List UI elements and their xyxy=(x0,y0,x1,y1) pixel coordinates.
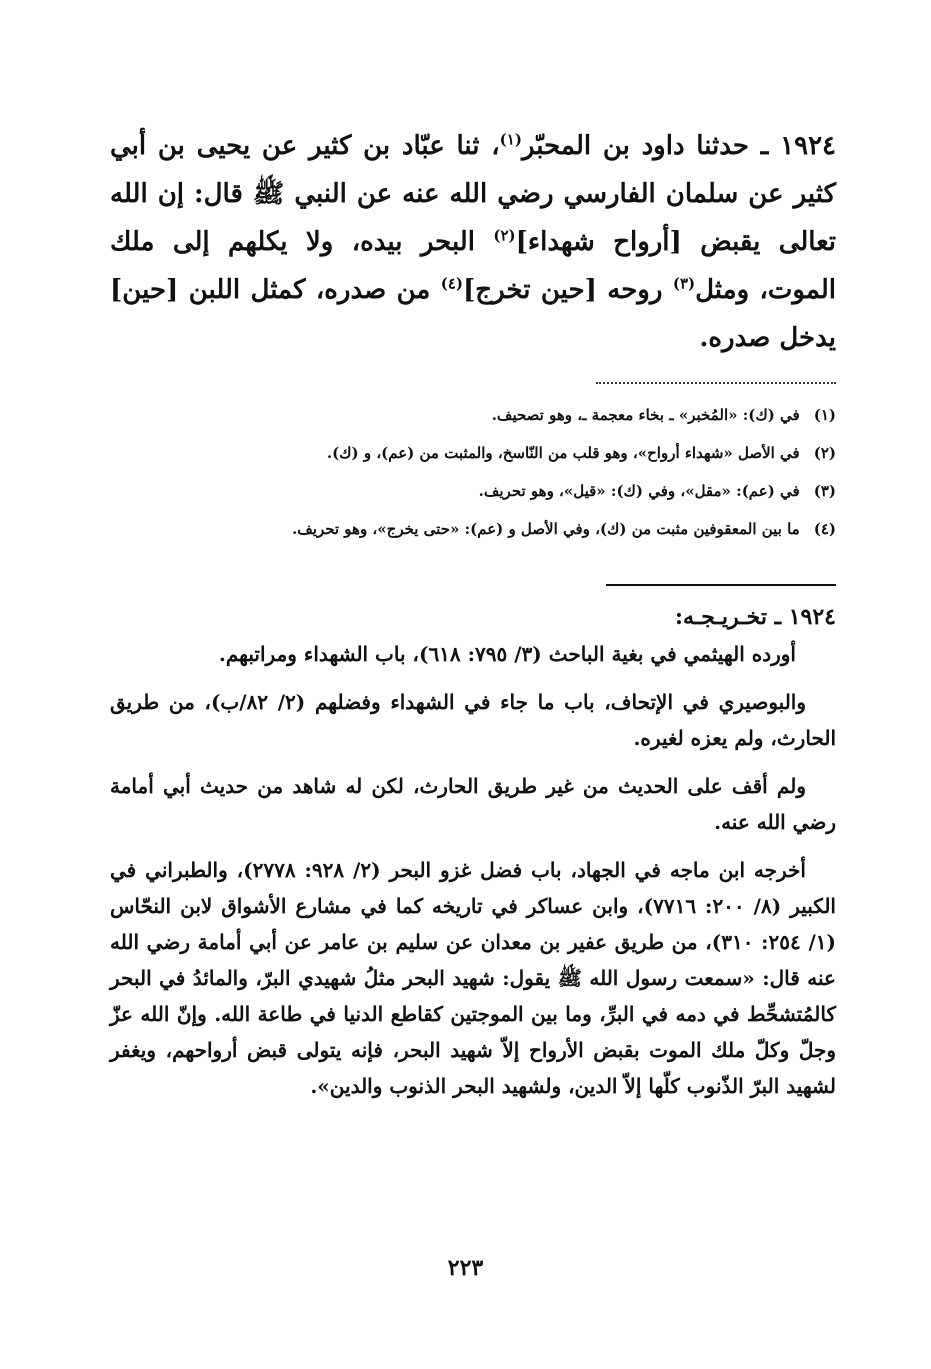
book-page xyxy=(110,122,836,1329)
hadith-text xyxy=(110,122,836,362)
takhrij-paragraph: والبوصيري في الإتحاف، باب ما جاء في الشهداء وفضلهم (٢/ ٨٢/ب)، من طريق الحارث، ولم يعزه لغيره. xyxy=(110,690,836,750)
takhrij-heading: ١٩٢٤ ـ تخـريـجـه: xyxy=(674,604,836,630)
footnote-ref-2: (٢) xyxy=(493,226,516,245)
footnote-text: في الأصل «شهداء أرواح»، وهو قلب من النّاسخ، والمثبت من (عم)، و (ك). xyxy=(326,444,800,462)
footnote-text: في (ك): «المُخبر» ـ بخاء معجمة ـ، وهو تصحيف. xyxy=(491,406,800,424)
hadith-dash: ـ xyxy=(760,131,769,161)
hadith-segment-5: من صدره، كمثل اللبن [حين] يدخل صدره. xyxy=(110,275,836,353)
footnote-separator xyxy=(596,382,836,384)
takhrij-paragraph: ولم أقف على الحديث من غير طريق الحارث، لكن له شاهد من حديث أبي أمامة رضي الله عنه. xyxy=(110,774,836,834)
footnotes-list xyxy=(110,396,836,548)
footnote-text: في (عم): «مقل»، وفي (ك): «قيل»، وهو تحريف. xyxy=(478,482,800,500)
section-divider xyxy=(606,584,836,586)
footnote-item xyxy=(110,434,836,472)
hadith-number: ١٩٢٤ xyxy=(780,131,836,161)
footnote-item xyxy=(110,510,836,548)
footnote-item xyxy=(110,396,836,434)
footnote-item xyxy=(110,472,836,510)
footnote-number: (٢) xyxy=(813,444,836,462)
footnote-text: ما بين المعقوفين مثبت من (ك)، وفي الأصل و (عم): «حتى يخرج»، وهو تحريف. xyxy=(292,520,800,538)
takhrij-body xyxy=(110,636,836,1104)
page-number: ٢٢٣ xyxy=(447,1255,484,1281)
footnote-ref-1: (١) xyxy=(499,130,522,149)
hadith-segment-2: ، ثنا عبّاد بن كثير عن يحيى بن أبي كثير عن سلمان الفارسي رضي الله عنه عن النبي ﷺ قال: إن الله تعالى يقبض [أرواح شهداء] xyxy=(110,131,836,257)
hadith-segment-3: البحر بيده، ولا يكلهم إلى ملك الموت، ومثل xyxy=(110,227,837,305)
footnote-ref-3: (٣) xyxy=(672,274,696,293)
footnote-number: (٤) xyxy=(813,520,836,538)
footnote-ref-4: (٤) xyxy=(440,274,463,293)
takhrij-paragraph: أخرجه ابن ماجه في الجهاد، باب فضل غزو البحر (٢/ ٩٢٨: ٢٧٧٨)، والطبراني في الكبير (٨/ ٢٠٠: ٧٧١٦)، وابن عساكر في تاريخه كما في مشارع الأشواق لابن النحّاس (١/ ٢٥٤: ٣١٠)، من طريق عفير بن معدان عن سليم بن عامر عن أبي أمامة رضي الله عنه قال: «سمعت رسول الله ﷺ يقول: شهيد البحر مثلُ شهيدي البرّ، والمائدُ في البحر كالمُتشحِّط في دمه في البرِّ، وما بين الموجتين كقاطع الدنيا في طاعة الله. وإنّ الله عزّ وجلّ وكلّ ملك الموت بقبض الأرواح إلاّ شهيد البحر، فإنه يتولى قبض أرواحهم، ويغفر لشهيد البرّ الذّنوب كلّها إلاّ الدين، ولشهيد البحر الذنوب والدين». xyxy=(110,858,836,1098)
takhrij-paragraph: أورده الهيثمي في بغية الباحث (٣/ ٧٩٥: ٦١٨)، باب الشهداء ومراتبهم. xyxy=(218,642,796,666)
hadith-segment-4: روحه [حين تخرج] xyxy=(463,275,673,305)
footnote-number: (١) xyxy=(813,406,836,424)
footnote-number: (٣) xyxy=(813,482,836,500)
hadith-segment-1: حدثنا داود بن المحبّر xyxy=(521,131,750,161)
